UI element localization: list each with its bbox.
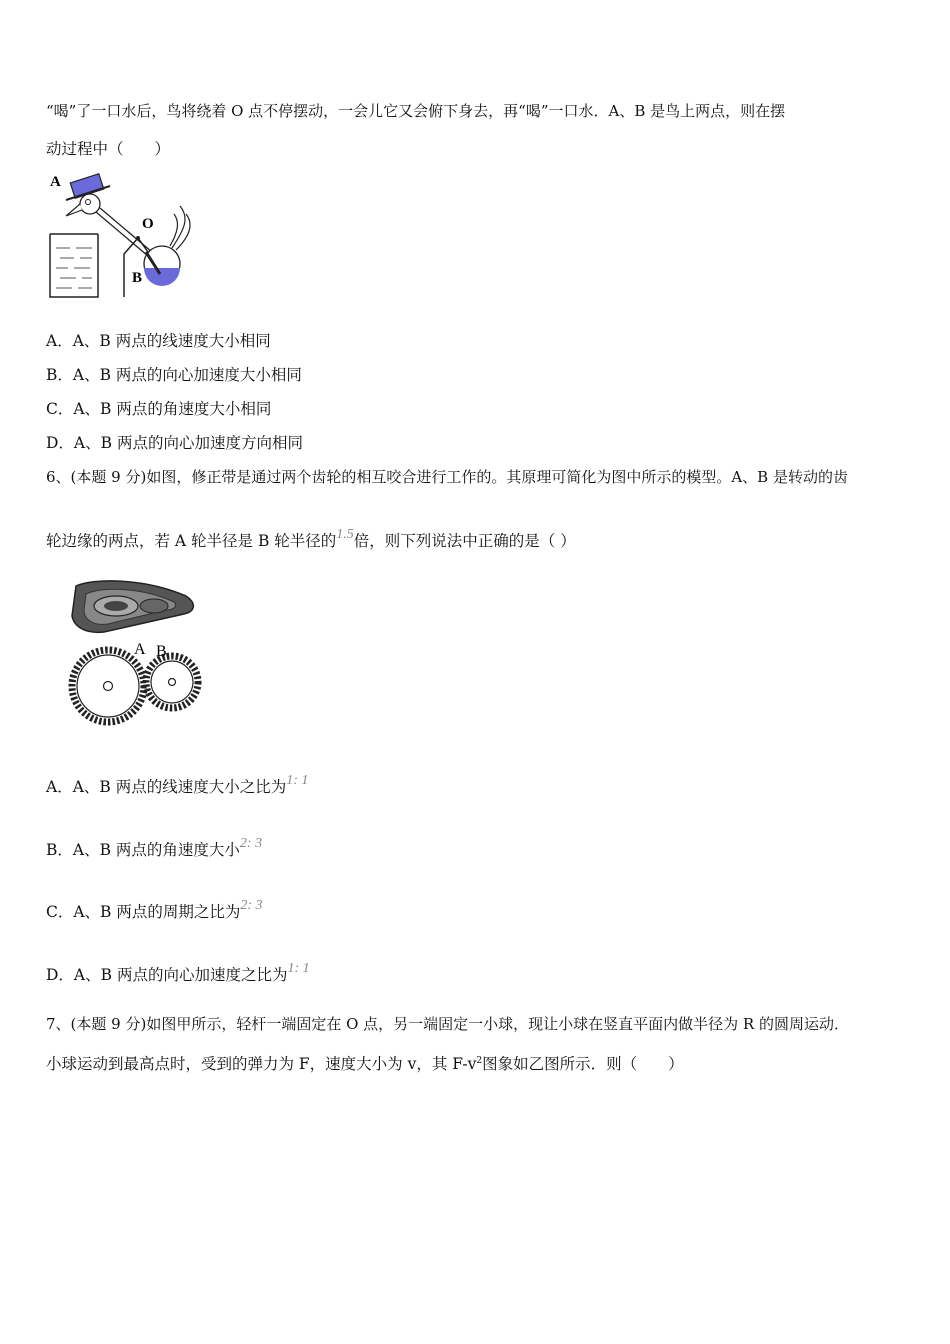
- label-o: O: [142, 216, 154, 232]
- drinking-bird-figure: [44, 170, 194, 302]
- q6-option-c-ratio: 2: 3: [240, 898, 263, 913]
- q6-stem-line1: 6、(本题 9 分)如图，修正带是通过两个齿轮的相互咬合进行工作的。其原理可简化为图中所示的模型。A、B 是转动的齿: [46, 468, 848, 486]
- q6-option-d: [46, 961, 310, 988]
- q6-option-a: [46, 773, 309, 800]
- q7-stem-line2-post: 图象如乙图所示．则（ ）: [482, 1055, 684, 1074]
- q5-option-b: B．A、B 两点的向心加速度大小相同: [46, 366, 302, 384]
- bird-tail: [170, 206, 190, 250]
- label-b: B: [132, 270, 143, 286]
- q5-stem-line1: “喝”了一口水后，鸟将绕着 O 点不停摆动，一会儿它又会俯下身去，再“喝”一口水．A、B 是鸟上两点，则在摆: [46, 102, 786, 120]
- q6-option-c-text: C．A、B 两点的周期之比为: [46, 903, 241, 921]
- q6-option-c: [46, 898, 263, 925]
- q6-option-d-ratio: 1: 1: [287, 961, 310, 976]
- q7-stem-line2: [46, 1050, 684, 1075]
- q5-option-c: C．A、B 两点的角速度大小相同: [46, 400, 272, 418]
- label-a: A: [50, 174, 61, 190]
- q7-superscript: 2: [476, 1056, 483, 1066]
- q6-option-d-text: D．A、B 两点的向心加速度之比为: [46, 966, 288, 984]
- gear-a: [72, 650, 144, 722]
- gear-label-a: A: [134, 641, 146, 658]
- q6-stem-line2-pre: 轮边缘的两点，若 A 轮半径是 B 轮半径的: [46, 532, 337, 550]
- q6-option-b-text: B．A、B 两点的角速度大小: [46, 841, 240, 859]
- q5-stem-line2: 动过程中（ ）: [46, 140, 171, 158]
- q6-option-b: [46, 836, 263, 863]
- q6-stem-line2: [46, 527, 576, 554]
- q6-radius-ratio: 1.5: [336, 527, 354, 542]
- water-cup: [50, 234, 98, 297]
- q6-option-a-text: A．A、B 两点的线速度大小之比为: [46, 778, 287, 796]
- q5-option-a: A．A、B 两点的线速度大小相同: [46, 332, 271, 350]
- tape-device: [72, 581, 193, 632]
- q6-stem-line2-post: 倍，则下列说法中正确的是（ ）: [353, 532, 576, 550]
- q7-stem-line1: 7、(本题 9 分)如图甲所示，轻杆一端固定在 O 点，另一端固定一小球，现让小球在竖直平面内做半径为 R 的圆周运动．: [46, 1015, 849, 1033]
- q5-option-d: D．A、B 两点的向心加速度方向相同: [46, 434, 303, 452]
- gear-b: [146, 656, 198, 708]
- q7-stem-line2-pre: 小球运动到最高点时，受到的弹力为 F，速度大小为 v，其 F-v: [46, 1055, 477, 1074]
- correction-tape-figure: [64, 576, 214, 728]
- q6-option-a-ratio: 1: 1: [286, 773, 309, 788]
- bird-beak: [66, 204, 82, 216]
- q6-option-b-ratio: 2: 3: [239, 836, 263, 851]
- gear-label-b: B: [156, 643, 167, 660]
